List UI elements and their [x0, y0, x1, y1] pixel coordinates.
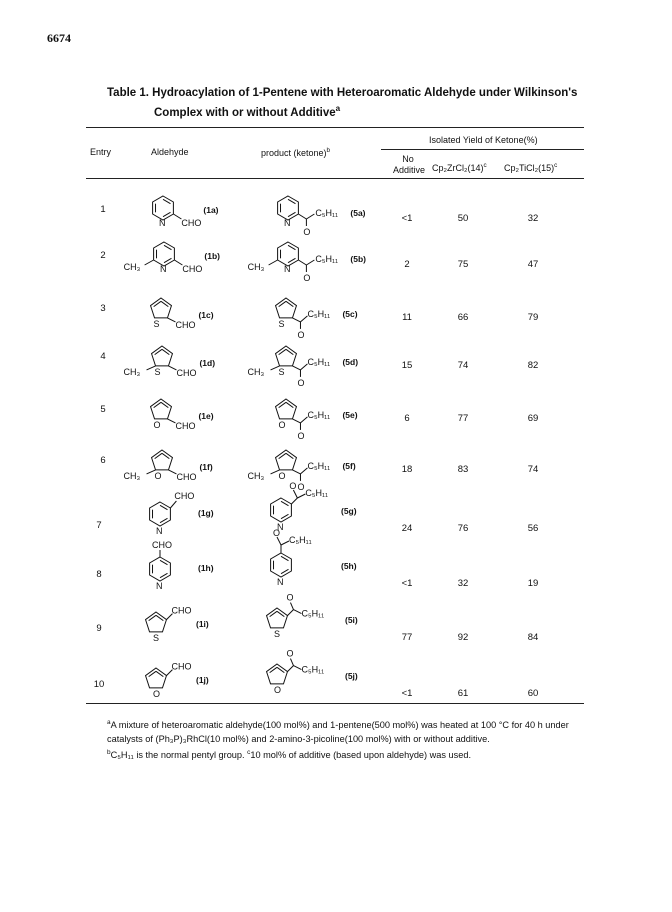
header-product: product (ketone)$^b$ — [261, 147, 331, 158]
svg-text:CHO: CHO — [181, 218, 202, 228]
svg-text:CHO: CHO — [174, 491, 195, 501]
svg-text:O: O — [278, 470, 286, 481]
svg-text:(5b): (5b) — [350, 254, 366, 264]
aldehyde-structure — [134, 488, 244, 538]
svg-text:CHO: CHO — [171, 661, 192, 672]
cell-entry: 10 — [93, 679, 105, 690]
cell-entry: 2 — [100, 250, 106, 261]
cell-entry: 4 — [100, 351, 106, 362]
svg-text:O: O — [274, 684, 282, 695]
svg-text:O: O — [278, 419, 286, 430]
table-caption — [107, 86, 607, 121]
cell-no-additive: 2 — [404, 259, 410, 270]
svg-text:C₅H₁₁: C₅H₁₁ — [315, 254, 339, 264]
cell-entry: 6 — [100, 455, 106, 466]
cell-cp2zrcl2: 76 — [457, 523, 469, 534]
svg-text:(5c): (5c) — [342, 308, 358, 319]
aldehyde-structure — [133, 392, 243, 442]
cell-cp2ticl2: 74 — [527, 464, 539, 475]
cell-cp2zrcl2: 32 — [457, 578, 469, 589]
header-bottom-rule — [86, 178, 584, 179]
cell-no-additive: 11 — [402, 312, 412, 323]
product-structure — [244, 339, 384, 391]
svg-text:(1b): (1b) — [204, 251, 220, 261]
yield-group-rule — [381, 149, 584, 150]
cell-no-additive: 77 — [401, 632, 413, 643]
caption-line-2: Complex with or without Additive — [154, 106, 336, 119]
svg-text:CHO: CHO — [176, 367, 197, 378]
svg-text:CH₃: CH₃ — [247, 366, 265, 377]
svg-text:N: N — [159, 218, 166, 228]
svg-text:(5i): (5i) — [345, 615, 358, 625]
svg-text:(1g): (1g) — [198, 508, 214, 518]
product-structure — [255, 649, 395, 701]
svg-text:CHO: CHO — [175, 319, 196, 330]
cell-cp2ticl2: 32 — [527, 213, 539, 224]
header-aldehyde: Aldehyde — [151, 147, 189, 157]
aldehyde-structure — [120, 339, 250, 389]
cell-entry: 8 — [96, 569, 102, 580]
svg-text:C₅H₁₁: C₅H₁₁ — [307, 409, 331, 420]
svg-text:(1a): (1a) — [203, 205, 219, 215]
svg-text:CHO: CHO — [175, 420, 196, 431]
header-no-additive: No Additive — [393, 154, 426, 175]
svg-text:(1e): (1e) — [198, 410, 214, 421]
svg-text:C₅H₁₁: C₅H₁₁ — [307, 308, 331, 319]
svg-text:N: N — [156, 526, 163, 536]
svg-text:O: O — [297, 377, 305, 388]
cell-no-additive: <1 — [401, 578, 413, 589]
svg-text:O: O — [289, 481, 297, 491]
footnote-b-c: $^b$C₅H₁₁ is the normal pentyl group. $^c$10 mol% of additive (based upon aldehyde) was used. — [107, 749, 472, 761]
svg-text:(5a): (5a) — [350, 208, 366, 218]
svg-text:O: O — [297, 430, 305, 441]
svg-text:(5j): (5j) — [345, 671, 358, 681]
svg-text:S: S — [154, 366, 161, 377]
cell-cp2zrcl2: 61 — [457, 688, 469, 699]
cell-cp2zrcl2: 83 — [457, 464, 469, 475]
cell-cp2zrcl2: 66 — [457, 312, 469, 323]
svg-text:(1j): (1j) — [196, 675, 209, 685]
svg-text:S: S — [278, 318, 285, 329]
product-structure — [255, 528, 395, 591]
svg-text:C₅H₁₁: C₅H₁₁ — [305, 488, 329, 498]
svg-text:(5e): (5e) — [342, 409, 358, 420]
cell-cp2ticl2: 82 — [527, 360, 539, 371]
cell-cp2zrcl2: 77 — [457, 413, 469, 424]
svg-text:C₅H₁₁: C₅H₁₁ — [307, 460, 331, 471]
cell-cp2ticl2: 19 — [527, 578, 539, 589]
svg-text:CHO: CHO — [176, 471, 197, 482]
svg-text:N: N — [284, 264, 291, 274]
svg-text:(5h): (5h) — [341, 561, 357, 571]
svg-text:CH₃: CH₃ — [247, 470, 265, 481]
svg-text:CH₃: CH₃ — [123, 262, 141, 272]
header-yield-group: Isolated Yield of Ketone(%) — [429, 135, 538, 145]
svg-text:N: N — [277, 577, 284, 587]
caption-line-1: Table 1. Hydroacylation of 1-Pentene with Heteroaromatic Aldehyde under Wilkinson's — [107, 87, 578, 99]
svg-text:(1c): (1c) — [198, 309, 214, 320]
aldehyde-structure — [134, 540, 244, 593]
aldehyde-structure — [120, 443, 250, 493]
header-cp2ticl2: $Cp_2TiCl_2(15)^c$ — [504, 162, 558, 173]
footnote-a: $^a$A mixture of heteroaromatic aldehyde(100 mol%) and 1-pentene(500 mol%) was heated at 100 °C for 40 h under catalysts of (Ph₃P)₃RhCl(10 mol%) and 2-amino-3-picoline(100 mol%) with or without additive. — [107, 719, 569, 745]
svg-text:(5f): (5f) — [342, 460, 356, 471]
svg-text:S: S — [153, 632, 160, 643]
svg-text:O: O — [154, 470, 162, 481]
cell-no-additive: 24 — [401, 523, 413, 534]
cell-no-additive: 18 — [401, 464, 413, 475]
svg-text:N: N — [277, 522, 284, 532]
cell-no-additive: 6 — [404, 413, 410, 424]
svg-text:(1d): (1d) — [199, 357, 216, 368]
cell-cp2ticl2: 60 — [527, 688, 539, 699]
svg-text:N: N — [284, 218, 291, 228]
svg-text:N: N — [160, 264, 167, 274]
svg-text:O: O — [297, 329, 305, 340]
svg-text:(1h): (1h) — [198, 563, 214, 573]
product-structure — [258, 392, 398, 444]
svg-text:O: O — [303, 273, 311, 283]
svg-text:O: O — [273, 528, 281, 538]
aldehyde-structure — [120, 238, 250, 288]
header-entry: Entry — [90, 147, 112, 157]
aldehyde-structure — [134, 597, 244, 647]
svg-text:S: S — [153, 318, 160, 329]
svg-text:C₅H₁₁: C₅H₁₁ — [289, 535, 312, 545]
svg-text:S: S — [274, 628, 281, 639]
table-bottom-rule — [86, 703, 584, 704]
svg-text:CH₃: CH₃ — [247, 262, 265, 272]
cell-cp2ticl2: 69 — [527, 413, 539, 424]
cell-no-additive: 15 — [401, 360, 413, 371]
svg-text:CH₃: CH₃ — [123, 366, 141, 377]
cell-cp2zrcl2: 75 — [457, 259, 469, 270]
svg-text:N: N — [156, 581, 163, 591]
svg-text:CHO: CHO — [182, 264, 203, 274]
svg-text:S: S — [278, 366, 285, 377]
table-top-rule — [86, 127, 584, 128]
svg-text:C₅H₁₁: C₅H₁₁ — [315, 208, 339, 218]
cell-cp2zrcl2: 50 — [457, 213, 469, 224]
svg-text:O: O — [153, 688, 161, 699]
aldehyde-structure — [133, 192, 243, 242]
svg-text:O: O — [303, 227, 311, 237]
aldehyde-structure — [134, 653, 244, 703]
svg-text:O: O — [286, 592, 294, 603]
product-structure — [258, 192, 398, 244]
cell-cp2zrcl2: 92 — [457, 632, 469, 643]
svg-text:C₅H₁₁: C₅H₁₁ — [301, 664, 325, 675]
cell-cp2ticl2: 47 — [527, 259, 539, 270]
svg-text:CHO: CHO — [152, 540, 172, 550]
svg-text:C₅H₁₁: C₅H₁₁ — [301, 608, 325, 619]
svg-text:(1f): (1f) — [199, 461, 213, 472]
cell-cp2zrcl2: 74 — [457, 360, 469, 371]
svg-text:(5d): (5d) — [342, 356, 359, 367]
cell-entry: 7 — [96, 520, 102, 531]
svg-text:O: O — [297, 481, 305, 492]
product-structure — [255, 593, 395, 645]
product-structure — [258, 291, 398, 343]
footnotes — [107, 716, 607, 762]
svg-text:CHO: CHO — [171, 605, 192, 616]
cell-no-additive: <1 — [401, 688, 413, 699]
cell-cp2ticl2: 79 — [527, 312, 539, 323]
aldehyde-structure — [133, 291, 243, 341]
cell-entry: 3 — [100, 303, 106, 314]
cell-entry: 1 — [100, 204, 106, 215]
svg-text:(1i): (1i) — [196, 619, 209, 629]
cell-entry: 9 — [96, 623, 102, 634]
header-cp2zrcl2: $Cp_2ZrCl_2(14)^c$ — [432, 162, 487, 173]
svg-text:CH₃: CH₃ — [123, 470, 141, 481]
cell-cp2ticl2: 56 — [527, 523, 539, 534]
product-structure — [244, 238, 384, 290]
cell-cp2ticl2: 84 — [527, 632, 539, 643]
page-number: 6674 — [47, 31, 71, 45]
svg-text:O: O — [286, 648, 294, 659]
svg-text:(5g): (5g) — [341, 506, 357, 516]
cell-no-additive: <1 — [401, 213, 413, 224]
cell-entry: 5 — [100, 404, 106, 415]
svg-text:C₅H₁₁: C₅H₁₁ — [307, 356, 331, 367]
caption-footnote-mark: a — [335, 104, 341, 113]
svg-text:O: O — [153, 419, 161, 430]
